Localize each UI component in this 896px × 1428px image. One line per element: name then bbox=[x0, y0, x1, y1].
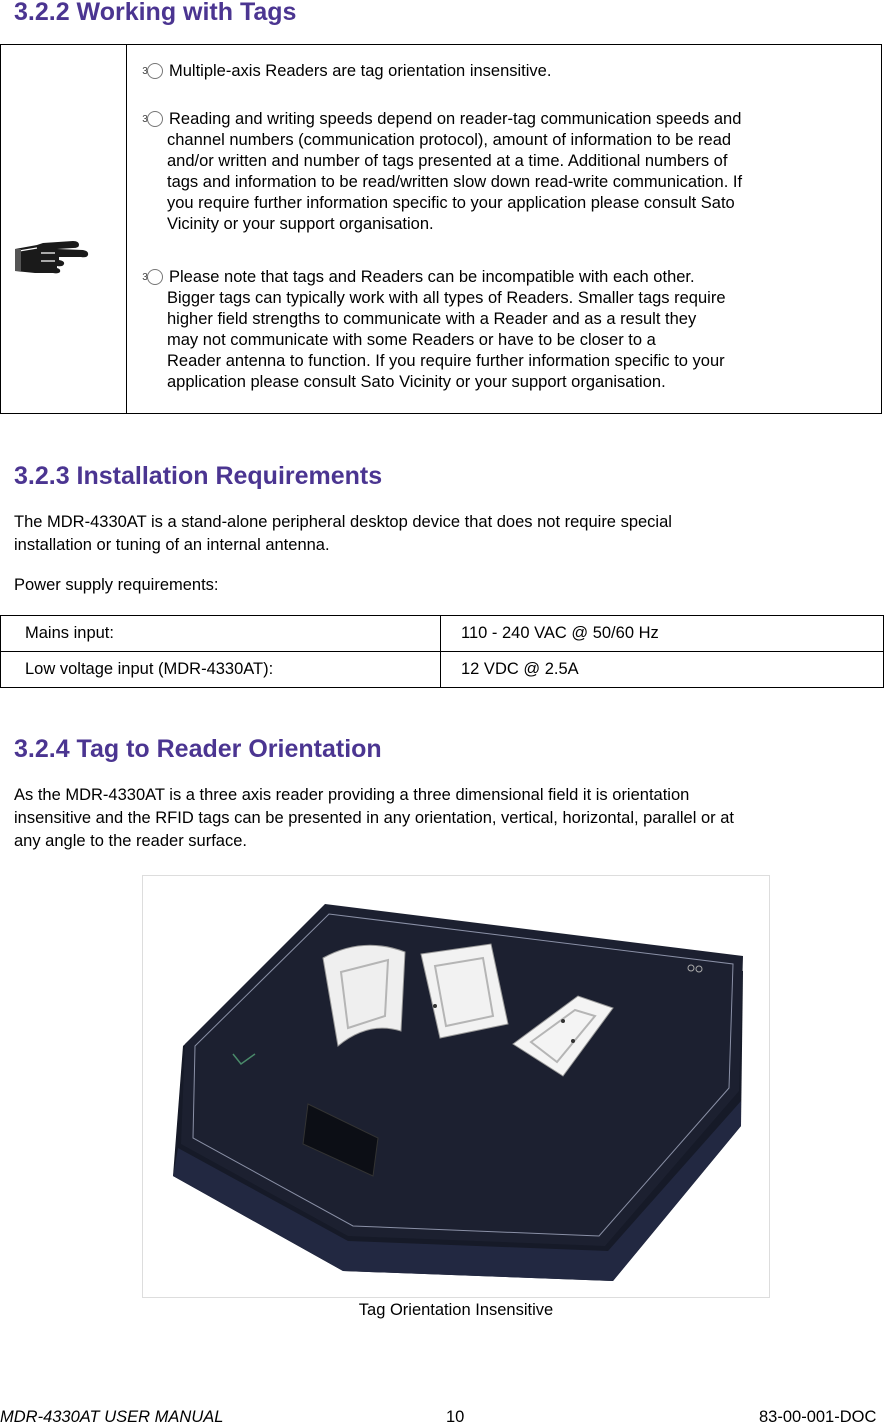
note-box bbox=[0, 44, 882, 414]
note-line: Reader antenna to function. If you require further information specific to your bbox=[167, 352, 725, 370]
power-requirements-table bbox=[0, 615, 884, 688]
footer-doc-number: 83-00-001-DOC bbox=[759, 1408, 877, 1426]
note-item-1 bbox=[142, 61, 859, 82]
para-line: installation or tuning of an internal antenna. bbox=[14, 536, 330, 554]
section-heading-working-with-tags: 3.2.2 Working with Tags bbox=[14, 0, 297, 26]
note-line: you require further information specific to your application please consult Sato bbox=[167, 194, 735, 212]
bullet-icon: 3 bbox=[147, 63, 163, 79]
reader-device-illustration bbox=[143, 876, 770, 1298]
section-heading-installation: 3.2.3 Installation Requirements bbox=[14, 462, 383, 490]
para-line: insensitive and the RFID tags can be presented in any orientation, vertical, horizontal, parallel or at bbox=[14, 809, 734, 827]
table-cell-value: 110 - 240 VAC @ 50/60 Hz bbox=[441, 616, 884, 652]
note-line: may not communicate with some Readers or have to be closer to a bbox=[167, 331, 656, 349]
note-line: channel numbers (communication protocol), amount of information to be read bbox=[167, 131, 732, 149]
para-line: The MDR-4330AT is a stand-alone peripheral desktop device that does not require special bbox=[14, 513, 672, 531]
figure-caption: Tag Orientation Insensitive bbox=[358, 1301, 554, 1319]
note-line: application please consult Sato Vicinity or your support organisation. bbox=[167, 373, 666, 391]
bullet-icon: 3 bbox=[147, 111, 163, 127]
reader-photo bbox=[142, 875, 770, 1298]
note-line: higher field strengths to communicate with a Reader and as a result they bbox=[167, 310, 697, 328]
table-cell-label: Mains input: bbox=[1, 616, 441, 652]
note-line: Vicinity or your support organisation. bbox=[167, 215, 434, 233]
table-row bbox=[1, 652, 884, 688]
power-supply-label: Power supply requirements: bbox=[14, 576, 219, 594]
table-cell-label: Low voltage input (MDR-4330AT): bbox=[1, 652, 441, 688]
note-line: and/or written and number of tags presented at a time. Additional numbers of bbox=[167, 152, 728, 170]
orientation-paragraph bbox=[14, 784, 734, 853]
note-item-3 bbox=[142, 267, 859, 393]
footer-page-number: 10 bbox=[446, 1408, 465, 1426]
pointing-hand-icon bbox=[13, 235, 95, 277]
note-line: Reading and writing speeds depend on reader-tag communication speeds and bbox=[169, 110, 742, 128]
bullet-icon: 3 bbox=[147, 269, 163, 285]
note-line: Bigger tags can typically work with all types of Readers. Smaller tags require bbox=[167, 289, 726, 307]
para-line: As the MDR-4330AT is a three axis reader providing a three dimensional field it is orientation bbox=[14, 786, 690, 804]
footer-manual-title: MDR-4330AT USER MANUAL bbox=[0, 1408, 224, 1426]
para-line: any angle to the reader surface. bbox=[14, 832, 247, 850]
installation-paragraph bbox=[14, 511, 672, 557]
note-line: Please note that tags and Readers can be incompatible with each other. bbox=[169, 268, 695, 286]
table-cell-value: 12 VDC @ 2.5A bbox=[441, 652, 884, 688]
note-divider bbox=[126, 45, 127, 413]
note-item-2 bbox=[142, 109, 859, 235]
section-heading-orientation: 3.2.4 Tag to Reader Orientation bbox=[14, 735, 382, 763]
table-row bbox=[1, 616, 884, 652]
note-line: Multiple-axis Readers are tag orientation insensitive. bbox=[169, 62, 552, 80]
note-line: tags and information to be read/written slow down read-write communication. If bbox=[167, 173, 743, 191]
